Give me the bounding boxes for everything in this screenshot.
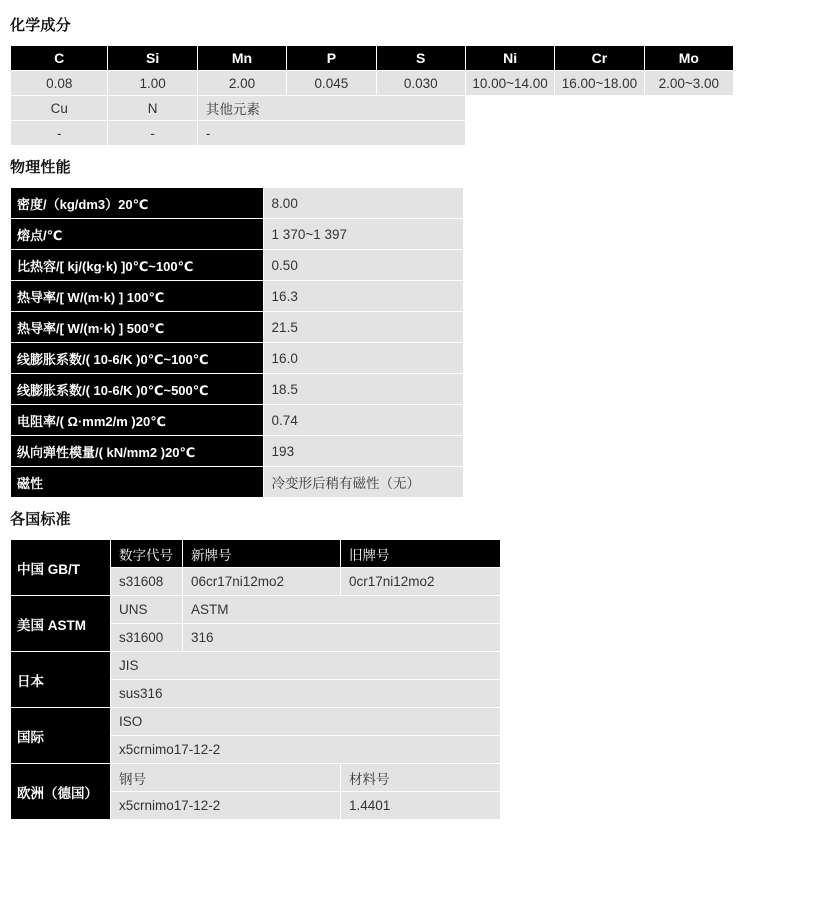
standards-usa-header-astm: ASTM <box>183 596 501 624</box>
chem-header-n: N <box>108 96 197 121</box>
standards-international-header-iso: ISO <box>111 708 501 736</box>
standards-usa-header-uns: UNS <box>111 596 183 624</box>
chem-blank-cell <box>644 96 733 121</box>
table-row <box>11 281 464 312</box>
standards-europe-value-material-number: 1.4401 <box>341 792 501 820</box>
chem-blank-cell <box>555 96 644 121</box>
chem-value-cu: - <box>11 121 108 146</box>
standards-europe-header-material-number: 材料号 <box>341 764 501 792</box>
chem-header-p: P <box>287 46 376 71</box>
chem-value-s: 0.030 <box>376 71 465 96</box>
table-row <box>11 219 464 250</box>
table-row <box>11 405 464 436</box>
standards-international-value-iso: x5crnimo17-12-2 <box>111 736 501 764</box>
table-row <box>11 343 464 374</box>
standards-china-header-new-grade: 新牌号 <box>183 540 341 568</box>
standards-europe-header-steel-number: 钢号 <box>111 764 341 792</box>
phys-label-thermal-conductivity-100: 热导率/[ W/(m·k) ] 100℃ <box>11 281 264 312</box>
phys-label-magnetism: 磁性 <box>11 467 264 498</box>
table-row <box>11 312 464 343</box>
chem-value-mn: 2.00 <box>197 71 286 96</box>
table-row <box>11 596 501 624</box>
standards-country-japan: 日本 <box>11 652 111 708</box>
chem-header-mo: Mo <box>644 46 733 71</box>
table-row <box>11 652 501 680</box>
table-row <box>11 436 464 467</box>
phys-label-specific-heat: 比热容/[ kj/(kg·k) ]0℃~100℃ <box>11 250 264 281</box>
phys-value-thermal-conductivity-100: 16.3 <box>263 281 463 312</box>
table-row <box>11 540 501 568</box>
standards-china-header-code: 数字代号 <box>111 540 183 568</box>
phys-label-expansion-100: 线膨胀系数/( 10-6/K )0℃~100℃ <box>11 343 264 374</box>
table-row <box>11 764 501 792</box>
table-row <box>11 374 464 405</box>
standards-europe-value-steel-number: x5crnimo17-12-2 <box>111 792 341 820</box>
phys-value-specific-heat: 0.50 <box>263 250 463 281</box>
chem-blank-cell <box>644 121 733 146</box>
table-row <box>11 188 464 219</box>
chem-header-ni: Ni <box>465 46 554 71</box>
chem-blank-cell <box>465 121 554 146</box>
standards-japan-header-jis: JIS <box>111 652 501 680</box>
phys-label-elastic-modulus: 纵向弹性模量/( kN/mm2 )20℃ <box>11 436 264 467</box>
chem-value-cr: 16.00~18.00 <box>555 71 644 96</box>
chem-header-c: C <box>11 46 108 71</box>
chem-header-s: S <box>376 46 465 71</box>
standards-country-international: 国际 <box>11 708 111 764</box>
table-row-header <box>11 46 734 71</box>
chem-blank-cell <box>465 96 554 121</box>
phys-value-expansion-500: 18.5 <box>263 374 463 405</box>
chem-value-si: 1.00 <box>108 71 197 96</box>
chem-value-ni: 10.00~14.00 <box>465 71 554 96</box>
table-row <box>11 467 464 498</box>
phys-value-expansion-100: 16.0 <box>263 343 463 374</box>
phys-value-thermal-conductivity-500: 21.5 <box>263 312 463 343</box>
phys-label-melting-point: 熔点/℃ <box>11 219 264 250</box>
chem-header-cu: Cu <box>11 96 108 121</box>
chem-value-p: 0.045 <box>287 71 376 96</box>
chem-value-other-elements: - <box>197 121 465 146</box>
table-row <box>11 708 501 736</box>
table-row <box>11 96 734 121</box>
table-row <box>11 71 734 96</box>
standards-china-header-old-grade: 旧牌号 <box>341 540 501 568</box>
phys-label-density: 密度/（kg/dm3）20℃ <box>11 188 264 219</box>
phys-label-expansion-500: 线膨胀系数/( 10-6/K )0℃~500℃ <box>11 374 264 405</box>
phys-value-resistivity: 0.74 <box>263 405 463 436</box>
standards-usa-value-uns: s31600 <box>111 624 183 652</box>
standards-country-usa: 美国 ASTM <box>11 596 111 652</box>
section-title-standards: 各国标准 <box>10 511 71 528</box>
standards-japan-value-jis: sus316 <box>111 680 501 708</box>
standards-country-china: 中国 GB/T <box>11 540 111 596</box>
table-row <box>11 121 734 146</box>
chem-header-mn: Mn <box>197 46 286 71</box>
standards-table <box>10 539 501 820</box>
phys-value-density: 8.00 <box>263 188 463 219</box>
chem-header-si: Si <box>108 46 197 71</box>
phys-label-thermal-conductivity-500: 热导率/[ W/(m·k) ] 500℃ <box>11 312 264 343</box>
standards-china-value-code: s31608 <box>111 568 183 596</box>
section-title-chemical: 化学成分 <box>10 17 71 34</box>
chemical-composition-table <box>10 45 734 146</box>
standards-usa-value-astm: 316 <box>183 624 501 652</box>
physical-properties-table <box>10 187 464 498</box>
section-title-physical: 物理性能 <box>10 159 71 176</box>
chem-value-c: 0.08 <box>11 71 108 96</box>
chem-header-cr: Cr <box>555 46 644 71</box>
standards-country-europe: 欧洲（德国） <box>11 764 111 820</box>
standards-china-value-old-grade: 0cr17ni12mo2 <box>341 568 501 596</box>
phys-value-elastic-modulus: 193 <box>263 436 463 467</box>
chem-blank-cell <box>555 121 644 146</box>
phys-value-melting-point: 1 370~1 397 <box>263 219 463 250</box>
standards-china-value-new-grade: 06cr17ni12mo2 <box>183 568 341 596</box>
chem-value-n: - <box>108 121 197 146</box>
chem-value-mo: 2.00~3.00 <box>644 71 733 96</box>
table-row <box>11 250 464 281</box>
phys-value-magnetism: 冷变形后稍有磁性（无） <box>263 467 463 498</box>
phys-label-resistivity: 电阻率/( Ω·mm2/m )20℃ <box>11 405 264 436</box>
chem-header-other-elements: 其他元素 <box>197 96 465 121</box>
